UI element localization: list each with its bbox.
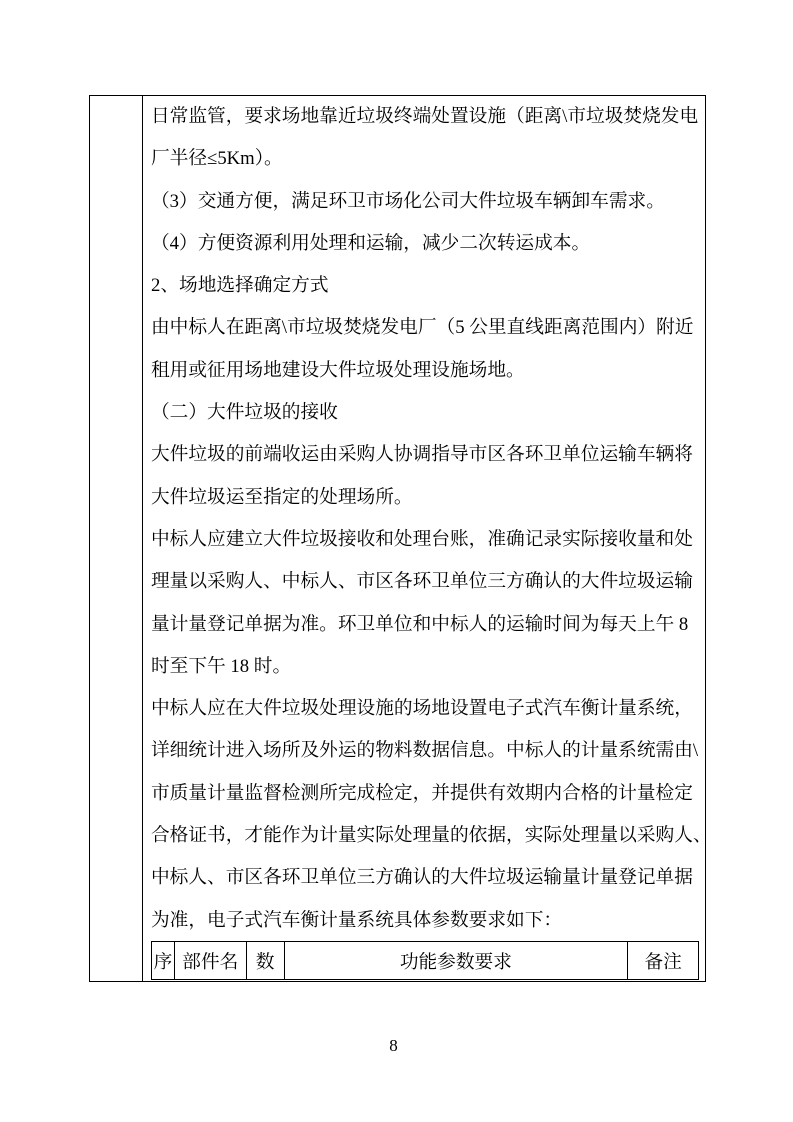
text-line: 厂半径≤5Km）。: [151, 148, 283, 170]
row-label-column-divider: [142, 96, 143, 981]
text-line: 大件垃圾运至指定的处理场所。: [151, 486, 413, 508]
text-line: 日常监管，要求场地靠近垃圾终端处置设施（距离\市垃圾焚烧发电: [151, 106, 699, 127]
text-line: 市质量计量监督检测所完成检定，并提供有效期内合格的计量检定: [151, 782, 693, 804]
text-line: 大件垃圾的前端收运由采购人协调指导市区各环卫单位运输车辆将: [151, 444, 693, 466]
text-line: 合格证书，才能作为计量实际处理量的依据，实际处理量以采购人、: [151, 825, 712, 847]
text-line: 理量以采购人、中标人、市区各环卫单位三方确认的大件垃圾运输: [151, 571, 693, 593]
spec-header-cell-function-params: 功能参数要求: [285, 942, 629, 979]
text-line: 时至下午 18 时。: [151, 655, 292, 677]
text-line: 中标人应建立大件垃圾接收和处理台账，准确记录实际接收量和处: [151, 528, 693, 550]
text-line: 详细统计进入场所及外运的物料数据信息。中标人的计量系统需由\: [151, 740, 699, 762]
spec-header-cell-remarks: 备注: [644, 952, 682, 973]
spec-header-cell-quantity: 数: [247, 942, 285, 979]
text-line: （二）大件垃圾的接收: [151, 402, 338, 424]
body-text: [151, 103, 712, 949]
text-line: 为准，电子式汽车衡计量系统具体参数要求如下：: [151, 909, 563, 931]
text-line: 租用或征用场地建设大件垃圾处理设施场地。: [151, 359, 525, 381]
spec-header-cell-seq: 序: [152, 942, 175, 979]
text-line: 中标人、市区各环卫单位三方确认的大件垃圾运输量计量登记单据: [151, 867, 693, 889]
text-line: （4）方便资源利用处理和运输，减少二次转运成本。: [151, 232, 591, 254]
text-line: 量计量登记单据为准。环卫单位和中标人的运输时间为每天上午 8: [151, 613, 689, 635]
page-number: 8: [389, 1036, 398, 1055]
text-line: （3）交通方便，满足环卫市场化公司大件垃圾车辆卸车需求。: [151, 190, 665, 212]
text-line: 中标人应在大件垃圾处理设施的场地设置电子式汽车衡计量系统，: [151, 698, 693, 720]
spec-table: [151, 941, 699, 980]
text-line: 由中标人在距离\市垃圾焚烧发电厂（5 公里直线距离范围内）附近: [151, 317, 694, 339]
text-line: 2、场地选择确定方式: [151, 275, 329, 297]
spec-header-cell-part-name: 部件名: [175, 942, 247, 979]
content-table: [89, 95, 712, 982]
